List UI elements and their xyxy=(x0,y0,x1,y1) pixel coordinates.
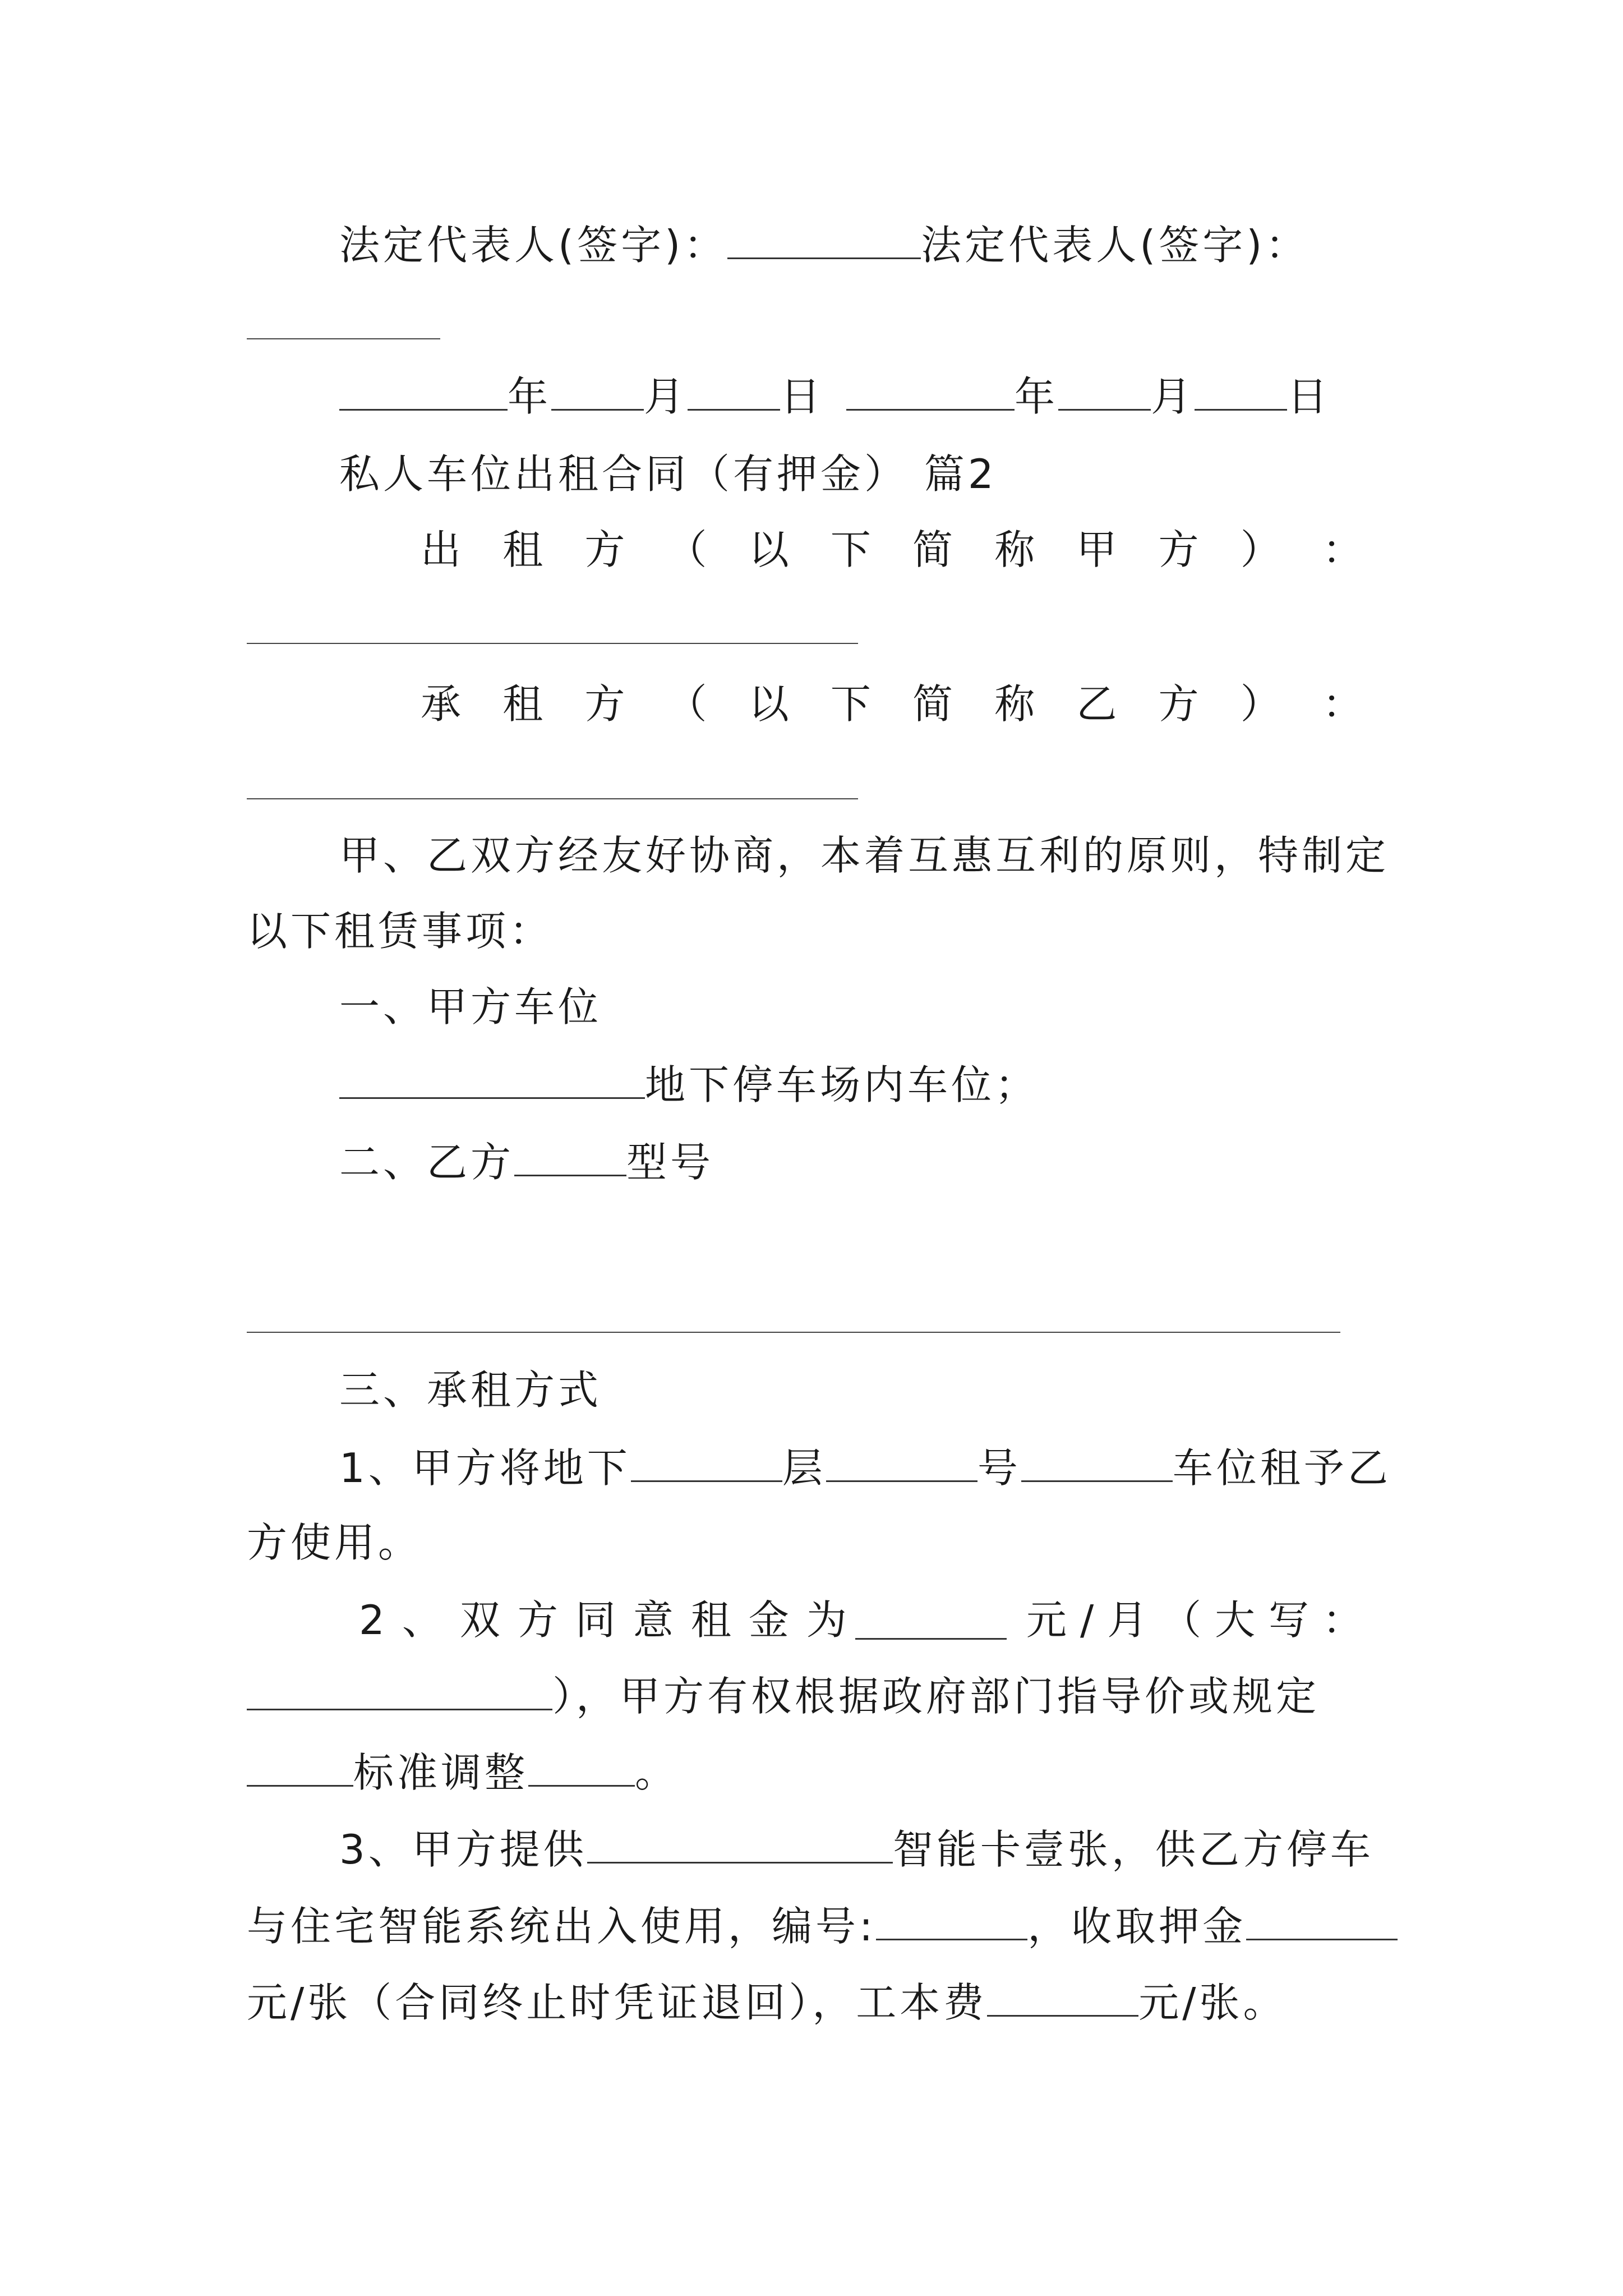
lessor-char: 甲 xyxy=(1076,526,1117,573)
lessee-char: 方 xyxy=(1158,680,1199,728)
year-blank-left xyxy=(339,367,508,411)
p2-line-2 xyxy=(247,1667,1320,1724)
p3-line-3 xyxy=(247,1973,1287,2031)
card-blank xyxy=(587,1820,893,1864)
item2-long-blank xyxy=(247,1332,1340,1333)
lessor-char: 称 xyxy=(994,526,1035,573)
month-label-left: 月 xyxy=(644,373,688,420)
lessor-line xyxy=(421,522,1363,578)
deposit-blank xyxy=(1246,1897,1398,1940)
space-blank xyxy=(1021,1439,1173,1482)
p1-line-1 xyxy=(339,1439,1391,1496)
item3-title: 三、承租方式 xyxy=(339,1366,602,1414)
signature-line xyxy=(339,216,1309,273)
month-label-right: 月 xyxy=(1151,373,1195,420)
item2-prefix: 二、乙方 xyxy=(339,1139,515,1186)
signature-blank-right xyxy=(247,338,440,339)
p2-unit-char: / xyxy=(1080,1596,1094,1644)
lessor-char: 下 xyxy=(830,526,871,573)
lessee-char: 承 xyxy=(421,680,462,728)
intro-line-2: 以下租赁事项： xyxy=(247,908,554,955)
p3-text-b: 智能卡壹张，供乙方停车 xyxy=(892,1826,1374,1873)
lessee-char: ： xyxy=(1322,680,1363,728)
p3-text-a: 3、甲方提供 xyxy=(339,1826,587,1873)
p3-line-2-b: ，收取押金 xyxy=(1027,1903,1247,1950)
lessor-char: 方 xyxy=(584,526,625,573)
intro-line-1: 甲、乙双方经友好协商，本着互惠互利的原则，特制定 xyxy=(339,832,1390,879)
lessor-char: 简 xyxy=(912,526,953,573)
number-blank xyxy=(826,1439,978,1482)
parking-location-blank xyxy=(339,1056,645,1099)
p2-unit-char: 写 xyxy=(1269,1596,1310,1644)
lessor-char: ） xyxy=(1240,526,1281,573)
lessor-char: 租 xyxy=(502,526,543,573)
p2-unit-char: 元 xyxy=(1026,1596,1067,1644)
p2-unit-char: ： xyxy=(1322,1596,1363,1644)
standard-blank-1 xyxy=(247,1743,353,1787)
item1-text: 地下停车场内车位； xyxy=(645,1061,1039,1108)
year-label-right: 年 xyxy=(1015,373,1059,420)
p2-line-2-text: ），甲方有权根据政府部门指导价或规定 xyxy=(552,1673,1320,1720)
date-line xyxy=(339,367,1331,425)
p2-line-3-end: 。 xyxy=(635,1749,679,1796)
lessee-char: （ xyxy=(666,680,707,728)
p2-line-1-b xyxy=(1026,1592,1363,1648)
p2-char: 双 xyxy=(459,1596,500,1644)
p2-char: 方 xyxy=(517,1596,558,1644)
month-blank-left xyxy=(551,367,644,411)
month-blank-right xyxy=(1058,367,1151,411)
p2-unit-char: 月 xyxy=(1107,1596,1148,1644)
p2-unit-char: （ xyxy=(1161,1596,1202,1644)
lessor-char: 以 xyxy=(748,526,789,573)
p1-text-a: 1、甲方将地下 xyxy=(339,1444,631,1492)
day-blank-right xyxy=(1195,367,1287,411)
lessor-char: （ xyxy=(666,526,707,573)
lessor-char: ： xyxy=(1322,526,1363,573)
legal-rep-label-left: 法定代表人(签字)： xyxy=(339,222,728,269)
p2-unit-char: 大 xyxy=(1215,1596,1256,1644)
lessee-char: 称 xyxy=(994,680,1035,728)
lessee-char: 租 xyxy=(502,680,543,728)
p2-line-3 xyxy=(247,1743,679,1801)
signature-blank-left xyxy=(727,216,921,259)
rent-amount-blank xyxy=(855,1638,1007,1640)
p3-line-2 xyxy=(247,1897,1398,1954)
p2-char: 、 xyxy=(402,1596,442,1644)
lessee-line xyxy=(421,676,1363,732)
item1-title: 一、甲方车位 xyxy=(339,983,602,1030)
day-label-left: 日 xyxy=(780,373,824,420)
p2-char: 金 xyxy=(748,1596,789,1644)
p2-line-1-a xyxy=(359,1592,847,1648)
lessor-blank xyxy=(247,643,858,644)
lessee-char: 下 xyxy=(830,680,871,728)
p3-line-3-b: 元/张。 xyxy=(1138,1979,1287,2026)
p3-line-2-a: 与住宅智能系统出入使用，编号: xyxy=(247,1903,877,1950)
p2-char: 意 xyxy=(633,1596,674,1644)
p2-char: 同 xyxy=(575,1596,616,1644)
lessee-char: ） xyxy=(1240,680,1281,728)
p2-char: 为 xyxy=(806,1596,847,1644)
day-blank-left xyxy=(688,367,780,411)
lessor-char: 方 xyxy=(1158,526,1199,573)
item2-line xyxy=(339,1133,714,1190)
floor-blank xyxy=(631,1439,782,1482)
item2-suffix: 型号 xyxy=(626,1139,714,1186)
p1-text-b: 层 xyxy=(782,1444,826,1492)
p1-text-d: 车位租予乙 xyxy=(1172,1444,1391,1492)
year-label-left: 年 xyxy=(508,373,552,420)
day-label-right: 日 xyxy=(1287,373,1331,420)
lessor-char: 出 xyxy=(421,526,462,573)
p1-line-2: 方使用。 xyxy=(247,1519,422,1566)
p1-text-c: 号 xyxy=(977,1444,1021,1492)
p2-line-3-mid: 标准调整 xyxy=(353,1749,529,1796)
vehicle-model-blank xyxy=(514,1133,626,1176)
legal-rep-label-right: 法定代表人(签字)： xyxy=(921,222,1310,269)
lessee-char: 简 xyxy=(912,680,953,728)
lessee-blank xyxy=(247,798,858,799)
p2-char: 2 xyxy=(359,1596,385,1644)
year-blank-right xyxy=(846,367,1015,411)
lessee-char: 方 xyxy=(584,680,625,728)
fee-blank xyxy=(987,1973,1138,2017)
item1-line xyxy=(339,1056,1039,1113)
lessee-char: 乙 xyxy=(1076,680,1117,728)
section-title: 私人车位出租合同（有押金） 篇2 xyxy=(339,450,997,498)
p2-char: 租 xyxy=(690,1596,731,1644)
rent-capital-blank xyxy=(247,1667,552,1710)
p3-line-1 xyxy=(339,1820,1374,1878)
lessee-char: 以 xyxy=(748,680,789,728)
standard-blank-2 xyxy=(528,1743,635,1787)
p3-line-3-a: 元/张（合同终止时凭证退回），工本费 xyxy=(247,1979,988,2026)
card-number-blank xyxy=(876,1897,1027,1940)
